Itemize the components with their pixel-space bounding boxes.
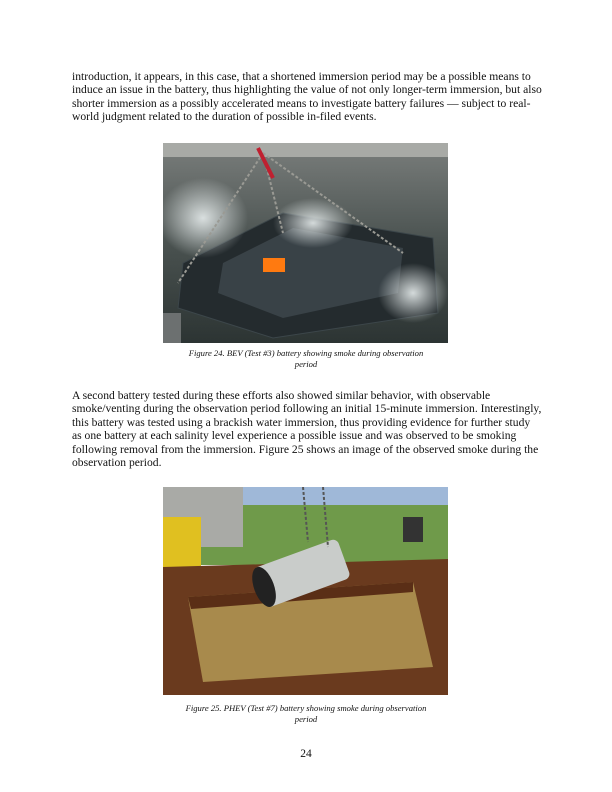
figure-25-caption xyxy=(150,703,462,724)
caption-line: period xyxy=(294,358,318,369)
figure-25-photo xyxy=(163,487,448,695)
caption-line: period xyxy=(294,713,318,724)
page-number: 24 xyxy=(300,748,312,760)
intro-paragraph: introduction, it appears, in this case, that a shortened immersion period may be a possible means to induce an issue in the battery, thus highlighting the value of not only longer-term immersion, but also shorter immersion as a possibly accelerated means to investigate battery failures — subject to real-world judgment related to the duration of possible in-filed events. xyxy=(72,70,542,124)
figure-24-photo xyxy=(163,143,448,343)
caption-line: Figure 24. BEV (Test #3) battery showing smoke during observation xyxy=(188,348,424,358)
figure-24-caption xyxy=(150,348,462,369)
second-battery-paragraph: A second battery tested during these efforts also showed similar behavior, with observable smoke/venting during the observation period following an initial 15-minute immersion. Interestingly, this battery was tested using a brackish water immersion, thus providing evidence for further study as one battery at each salinity level experience a possible issue and was observed to be smoking following removal from the immersion. Figure 25 shows an image of the observed smoke during the observation period. xyxy=(72,389,542,470)
caption-line: Figure 25. PHEV (Test #7) battery showing smoke during observation xyxy=(185,703,427,713)
